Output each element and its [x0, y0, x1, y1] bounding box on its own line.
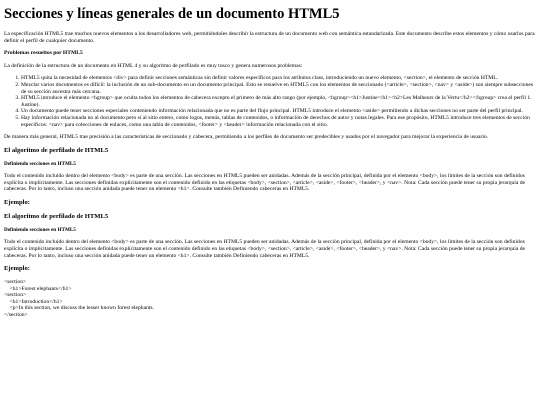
- section-heading: El algoritmo de perfilado de HTML5: [4, 212, 109, 220]
- intro-paragraph: La especificación HTML5 trae muchos nuevos elementos a los desarrolladores web, permitiéndoles describir la estructura de un documento web con semántica estandarizada. Este documento describe estos elementos y cómo usarlos para definir el perfil de cualquier documento.: [4, 31, 535, 44]
- section-subheading: Definiendo secciones en HTML5: [4, 160, 76, 167]
- list-item: 1. HTML5 quita la necesidad de elementos <div> para definir secciones semánticas sin definir valores específicos para los atributos class, introduciendo un nuevo elemento, <section>, el elemento de sección HTML.: [21, 75, 536, 82]
- page-title: Secciones y líneas generales de un documento HTML5: [4, 6, 340, 22]
- list-item: 3. HTML5 introduce el elemento <hgroup> que oculta todos los elementos de cabecera excepto el primero de más alto rango (por ejemplo, <hgroup><h1>Justine</h1><h2>Les Malheurs de la Vertu</h2></hgroup> crea el perfil 1. Justine).: [21, 95, 536, 108]
- problems-list: [4, 75, 536, 128]
- conclusion-paragraph: De manera más general, HTML5 trae precisión a las características de seccionado y cabecera, permitiendo a los perfiles de documento ser predecibles y usados por el navegador para mejorar la experiencia de usuario.: [4, 134, 489, 141]
- list-item: 2. Mezclar varios documentos es difícil: la inclusión de un sub-documento en un documento principal. Esto se resuelve en HTML5 con los elementos de seccionado (<article>, <section>, <nav> y <aside>) son siempre subsecciones de su sección ancestra más cercana.: [21, 82, 536, 95]
- section-body: Todo el contenido incluido dentro del elemento <body> es parte de una sección. Las secciones en HTML5 pueden ser anidadas. Además de la sección principal, definida por el elemento <body>, los límites de la sección son definidos explícita o implícitamente. Las secciones definidas explícitamente son el contenido definido en las etiquetas <body>, <section>, <article>, <aside>, <footer>, <header>, y <nav>. Nota: Cada sección puede tener su propia jerarquía de cabeceras. Por lo tanto, incluso una sección anidada puede tener un elemento <h1>. Consulte también Definiendo cabeceras en HTML5.: [4, 173, 526, 193]
- section-subheading: Definiendo secciones en HTML5: [4, 226, 76, 233]
- list-item: 4. Un documento puede tener secciones especiales conteniendo información relacionada que no es parte del flujo principal. HTML5 introduce el elemento <aside> permitiendo a dichas secciones no ser parte del perfil principal.: [21, 108, 536, 115]
- section-body: Todo el contenido incluido dentro del elemento <body> es parte de una sección. Las secciones en HTML5 pueden ser anidadas. Además de la sección principal, definida por el elemento <body>, los límites de la sección son definidos explícita o implícitamente. Las secciones definidas explícitamente son el contenido definido en las etiquetas <body>, <section>, <article>, <aside>, <footer>, <header>, y <nav>. Nota: Cada sección puede tener su propia jerarquía de cabeceras. Por lo tanto, incluso una sección anidada puede tener un elemento <h1>. Consulte también Definiendo cabeceras en HTML5.: [4, 239, 526, 259]
- example-label: Ejemplo:: [4, 265, 31, 273]
- code-example: <section> <h1>Forest elephants</h1> <section> <h1>Introduction</h1> <p>In this section, we discuss the lesser known forest elephants. </section>: [4, 279, 155, 319]
- section-heading: El algoritmo de perfilado de HTML5: [4, 146, 109, 154]
- problems-heading: Problemas resueltos por HTML5: [4, 50, 83, 57]
- list-item: 5. Hay información relacionada no al documento pero sí al sitio entero, como logos, menús, tablas de contenidos, o información de derechos de autor y notas legales. Para ese propósito, HTML5 introduce tres elementos de sección específicos: <nav> para colecciones de enlaces, como una tabla de contenidos, <footer> y <header> información relacionada con el sitio.: [21, 115, 536, 128]
- problems-intro: La definición de la estructura de un documento en HTML 4 y su algoritmo de perfilado es muy tosco y genera numerosos problemas:: [4, 62, 303, 69]
- example-label: Ejemplo:: [4, 198, 31, 206]
